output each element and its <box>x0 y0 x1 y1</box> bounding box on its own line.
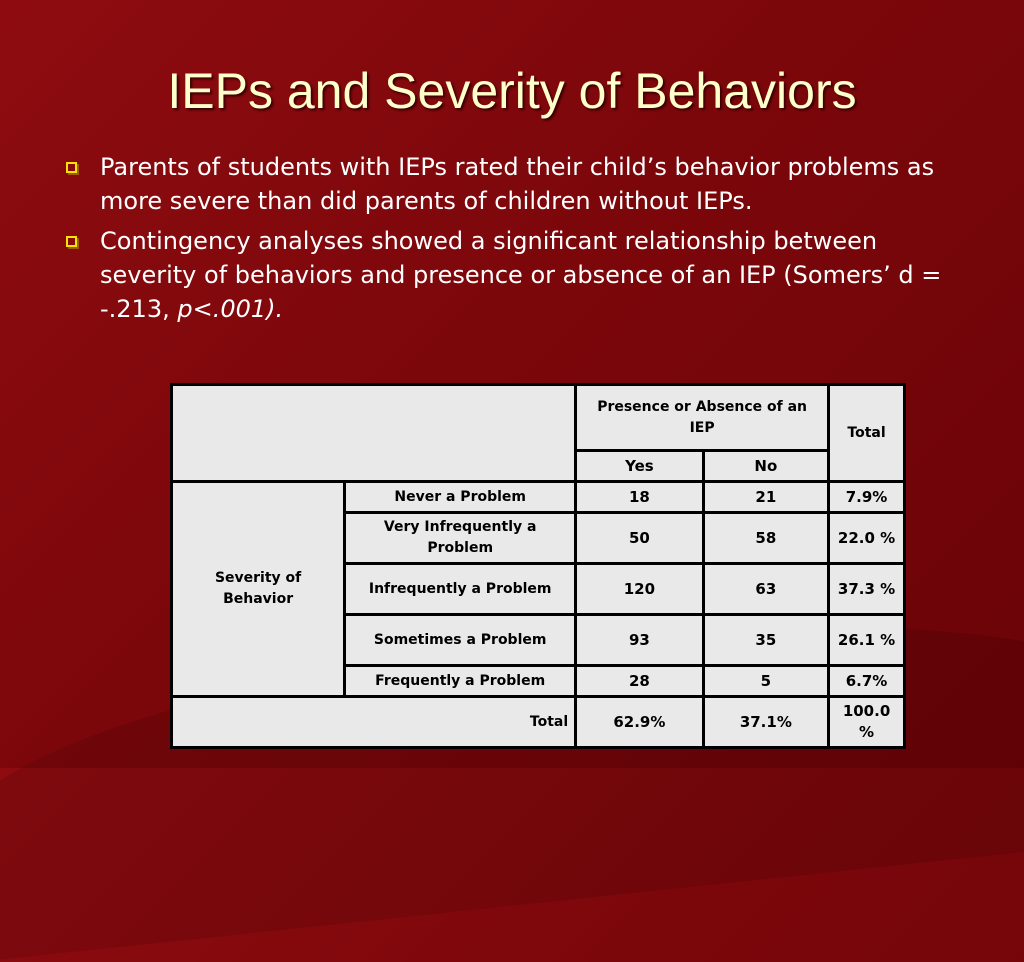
row-label: Never a Problem <box>345 482 576 513</box>
yes-cell: 120 <box>576 564 703 615</box>
yes-cell: 18 <box>576 482 703 513</box>
bullet-text-italic: p<.001). <box>177 295 284 323</box>
no-cell: 35 <box>703 615 828 666</box>
total-row-label: Total <box>172 697 576 748</box>
total-cell: 7.9% <box>829 482 905 513</box>
empty-corner-cell <box>172 385 576 482</box>
bullet-item <box>60 150 980 218</box>
hollow-square-icon <box>66 162 77 173</box>
row-group-label: Severity of Behavior <box>172 482 345 697</box>
bullet-item <box>60 224 980 326</box>
no-cell: 21 <box>703 482 828 513</box>
bullet-text: Parents of students with IEPs rated their child’s behavior problems as more severe than did parents of children without IEPs. <box>100 153 935 215</box>
no-cell: 5 <box>703 666 828 697</box>
bullet-list <box>60 150 980 332</box>
yes-header-cell: Yes <box>576 451 703 482</box>
hollow-square-icon <box>66 236 77 247</box>
total-cell: 37.3 % <box>829 564 905 615</box>
row-label: Infrequently a Problem <box>345 564 576 615</box>
total-header-cell: Total <box>829 385 905 482</box>
total-cell: 22.0 % <box>829 513 905 564</box>
row-label: Sometimes a Problem <box>345 615 576 666</box>
row-label: Frequently a Problem <box>345 666 576 697</box>
slide-title: IEPs and Severity of Behaviors <box>167 63 857 119</box>
yes-cell: 93 <box>576 615 703 666</box>
row-label: Very Infrequently a Problem <box>345 513 576 564</box>
no-cell: 63 <box>703 564 828 615</box>
total-cell: 6.7% <box>829 666 905 697</box>
group-header-cell: Presence or Absence of an IEP <box>576 385 829 451</box>
no-header-cell: No <box>703 451 828 482</box>
table-row <box>172 482 905 513</box>
total-cell: 26.1 % <box>829 615 905 666</box>
no-total-cell: 37.1% <box>703 697 828 748</box>
yes-cell: 28 <box>576 666 703 697</box>
table-total-row <box>172 697 905 748</box>
no-cell: 58 <box>703 513 828 564</box>
contingency-table <box>170 383 906 749</box>
grand-total-cell: 100.0 % <box>829 697 905 748</box>
yes-cell: 50 <box>576 513 703 564</box>
table-header-row <box>172 385 905 451</box>
yes-total-cell: 62.9% <box>576 697 703 748</box>
bullet-text: Contingency analyses showed a significant relationship between severity of behaviors and presence or absence of an IEP (Somers’ d = -.213, <box>100 227 942 323</box>
